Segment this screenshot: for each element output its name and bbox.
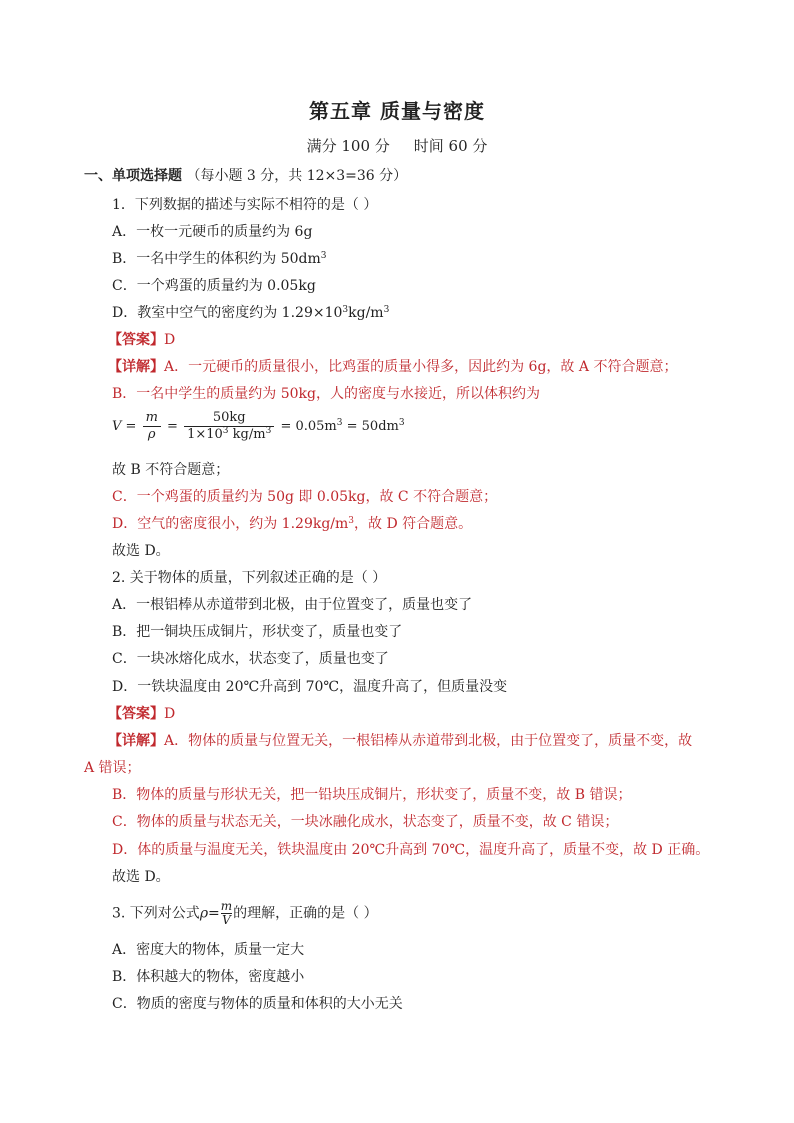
q1-option-c: C．一个鸡蛋的质量约为 0.05kg <box>112 278 316 294</box>
q1-option-b-text: B．一名中学生的体积约为 50dm <box>112 251 321 267</box>
q1-detail-b-end: 故 B 不符合题意； <box>112 462 230 478</box>
q3-v: V <box>222 913 231 927</box>
q3-option-a: A．密度大的物体，质量一定大 <box>112 942 305 958</box>
q1-detail-d <box>112 514 472 534</box>
q1-option-b <box>112 249 327 269</box>
q2-detail-b: B．物体的质量与形状无关，把一铅块压成铜片，形状变了，质量不变，故 B 错误； <box>112 787 632 803</box>
q2-answer <box>108 704 175 724</box>
formula-den-unit: kg/m <box>228 427 266 442</box>
formula-result-1-sup: 3 <box>336 418 343 428</box>
answer-label: 【答案】 <box>108 706 164 722</box>
formula-m-over-rho <box>143 410 161 443</box>
q1-answer <box>108 330 175 350</box>
full-score: 满分 100 分 <box>306 137 390 155</box>
q3-equals: = <box>208 905 220 922</box>
formula-equals: = <box>167 419 178 434</box>
volume-formula <box>112 410 405 450</box>
formula-den-coeff: 1×10 <box>187 427 223 442</box>
formula-result-2: = 50dm <box>342 419 399 434</box>
q1-option-d-text: D．教室中空气的密度约为 1.29×10 <box>112 305 343 321</box>
section-heading <box>84 166 407 186</box>
q1-option-d <box>112 303 389 323</box>
q1-conclusion: 故选 D。 <box>112 543 170 559</box>
exam-info <box>0 135 794 156</box>
q3-m: m <box>220 899 233 913</box>
q2-option-b: B．把一铜块压成铜片，形状变了，质量也变了 <box>112 624 403 640</box>
q1-detail-a <box>108 357 677 377</box>
q2-option-d: D．一铁块温度由 20℃升高到 70℃，温度升高了，但质量没变 <box>112 679 508 695</box>
q2-option-a: A．一根铝棒从赤道带到北极，由于位置变了，质量也变了 <box>112 597 473 613</box>
q2-detail-a-text: A．物体的质量与位置无关，一根铝棒从赤道带到北极，由于位置变了，质量不变，故 <box>164 733 693 749</box>
q1-detail-c: C．一个鸡蛋的质量约为 50g 即 0.05kg，故 C 不符合题意； <box>112 489 498 505</box>
q1-option-d-sup1: 3 <box>342 305 349 315</box>
chapter-title: 第五章 质量与密度 <box>309 99 485 123</box>
formula-den-sup: 3 <box>222 426 229 436</box>
detail-label: 【详解】 <box>108 733 164 749</box>
section-note: （每小题 3 分，共 12×3=36 分） <box>186 168 408 184</box>
q2-conclusion: 故选 D。 <box>112 869 170 885</box>
q3-stem-post: 的理解，正确的是（ ） <box>233 905 378 922</box>
answer-value: D <box>164 706 176 722</box>
formula-result-2-sup: 3 <box>398 418 405 428</box>
formula-denominator <box>184 427 274 443</box>
formula-m: m <box>145 410 158 425</box>
formula-fraction <box>184 410 274 443</box>
q2-detail-a-cont: A 错误； <box>84 760 141 776</box>
q2-detail-d: D．体的质量与温度无关，铁块温度由 20℃升高到 70℃，温度升高了，质量不变，故 D 正确。 <box>112 842 710 858</box>
formula-result-1: = 0.05m <box>280 419 337 434</box>
q2-detail-c: C．物体的质量与状态无关，一块冰融化成水，状态变了，质量不变，故 C 错误； <box>112 814 619 830</box>
q1-stem: 1．下列数据的描述与实际不相符的是（ ） <box>112 197 378 213</box>
q1-detail-b: B．一名中学生的质量约为 50kg，人的密度与水接近，所以体积约为 <box>112 386 540 402</box>
q1-detail-d-end: ，故 D 符合题意。 <box>354 516 473 532</box>
q1-detail-d-sup: 3 <box>348 516 355 526</box>
section-title: 一、单项选择题 <box>84 168 182 184</box>
q3-option-c: C．物质的密度与物体的质量和体积的大小无关 <box>112 996 403 1012</box>
q1-detail-a-text: A．一元硬币的质量很小，比鸡蛋的质量小得多，因此约为 6g，故 A 不符合题意； <box>164 359 678 375</box>
q3-stem <box>112 900 378 927</box>
q1-detail-d-text: D．空气的密度很小，约为 1.29kg/m <box>112 516 349 532</box>
q1-option-b-sup: 3 <box>320 251 327 261</box>
q3-stem-pre: 3. 下列对公式 <box>112 905 200 922</box>
q2-stem: 2. 关于物体的质量，下列叙述正确的是（ ） <box>112 570 387 586</box>
q3-formula-fraction <box>221 900 232 927</box>
answer-label: 【答案】 <box>108 332 164 348</box>
formula-rho: ρ <box>147 427 156 442</box>
time-limit: 时间 60 分 <box>413 137 488 155</box>
formula-numerator: 50kg <box>184 410 274 427</box>
q2-option-c: C．一块冰熔化成水，状态变了，质量也变了 <box>112 651 389 667</box>
answer-value: D <box>164 332 176 348</box>
detail-label: 【详解】 <box>108 359 164 375</box>
formula-den-sup2: 3 <box>265 426 272 436</box>
q1-option-d-unit: kg/m <box>348 305 384 321</box>
q1-option-a: A．一枚一元硬币的质量约为 6g <box>112 224 313 240</box>
q3-option-b: B．体积越大的物体，密度越小 <box>112 969 305 985</box>
q1-option-d-sup2: 3 <box>383 305 390 315</box>
formula-lhs: V = <box>112 419 137 434</box>
q2-detail-a <box>108 731 692 751</box>
q3-rho: ρ <box>199 905 209 922</box>
